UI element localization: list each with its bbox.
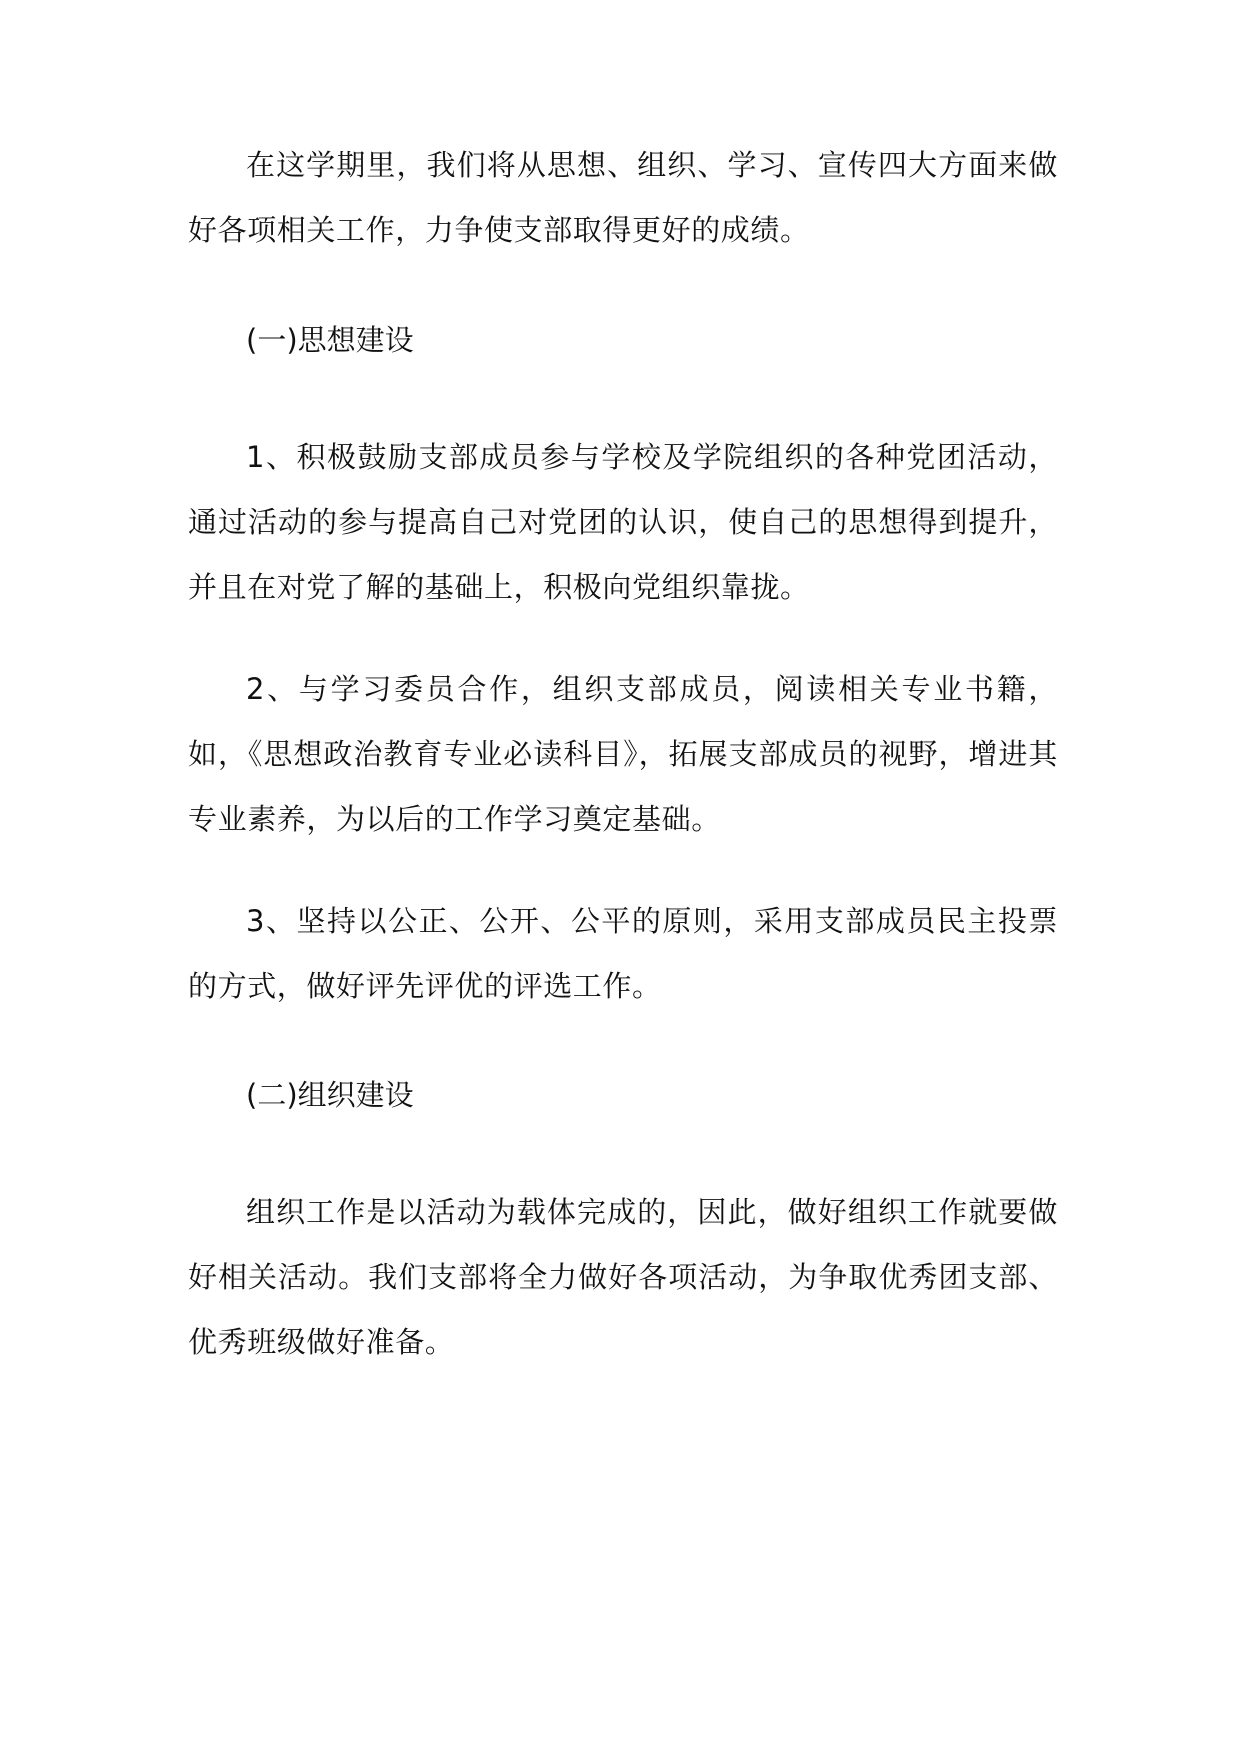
list-item-3: 3、坚持以公正、公开、公平的原则，采用支部成员民主投票的方式，做好评先评优的评选工作。	[188, 904, 1058, 1003]
section-heading-thought: (一)思想建设	[246, 323, 414, 357]
section-heading-organization: (二)组织建设	[246, 1078, 414, 1112]
intro-paragraph: 在这学期里，我们将从思想、组织、学习、宣传四大方面来做好各项相关工作，力争使支部取得更好的成绩。	[188, 148, 1058, 247]
list-item-2: 2、与学习委员合作，组织支部成员，阅读相关专业书籍，如，《思想政治教育专业必读科目》，拓展支部成员的视野，增进其专业素养，为以后的工作学习奠定基础。	[188, 672, 1058, 836]
list-item-1: 1、积极鼓励支部成员参与学校及学院组织的各种党团活动，通过活动的参与提高自己对党团的认识，使自己的思想得到提升，并且在对党了解的基础上，积极向党组织靠拢。	[188, 440, 1058, 604]
organization-paragraph: 组织工作是以活动为载体完成的，因此，做好组织工作就要做好相关活动。我们支部将全力做好各项活动，为争取优秀团支部、优秀班级做好准备。	[188, 1195, 1058, 1359]
